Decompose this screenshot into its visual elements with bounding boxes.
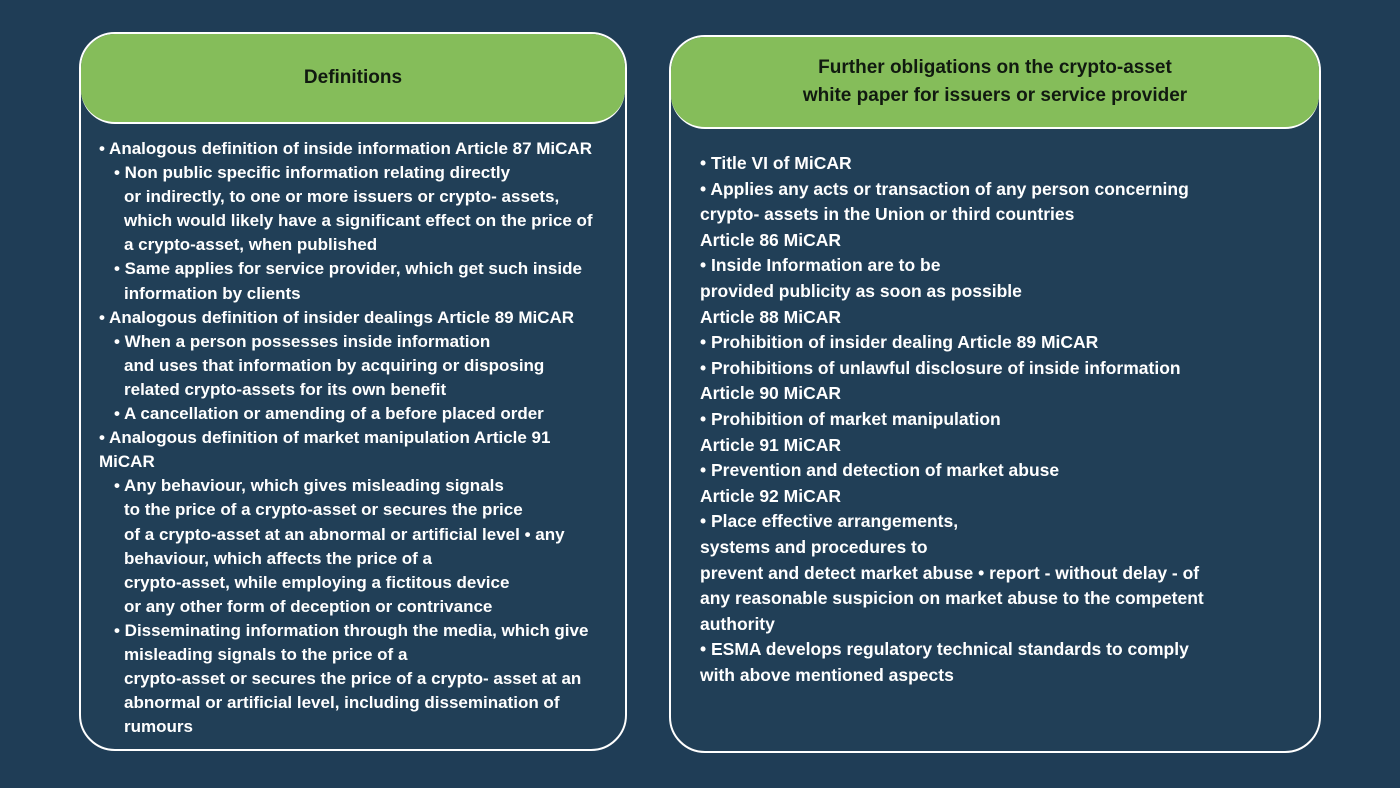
list-item-continuation: any reasonable suspicion on market abuse to the competent bbox=[700, 588, 1204, 609]
list-item: • Analogous definition of inside information Article 87 MiCAR bbox=[99, 139, 592, 158]
list-item-continuation: information by clients bbox=[124, 283, 301, 303]
obligations-card bbox=[669, 35, 1321, 753]
list-item-continuation: or indirectly, to one or more issuers or crypto- assets, bbox=[124, 187, 560, 207]
list-item-continuation: authority bbox=[700, 613, 775, 634]
list-item: • Prevention and detection of market abuse bbox=[700, 460, 1060, 481]
article-reference: Article 86 MiCAR bbox=[700, 229, 842, 250]
list-item-continuation: a crypto-asset, when published bbox=[124, 235, 378, 255]
obligations-body bbox=[700, 151, 1300, 688]
list-item: • Disseminating information through the media, which give bbox=[114, 620, 589, 640]
article-reference: Article 91 MiCAR bbox=[700, 434, 842, 455]
list-item-continuation: provided publicity as soon as possible bbox=[700, 280, 1022, 301]
list-item-continuation: misleading signals to the price of a bbox=[124, 644, 408, 664]
list-item: • Non public specific information relating directly bbox=[114, 163, 511, 183]
list-item: • Applies any acts or transaction of any person concerning bbox=[700, 178, 1189, 199]
obligations-title-line1: Further obligations on the crypto-asset bbox=[818, 57, 1172, 78]
definitions-body bbox=[99, 137, 619, 739]
list-item-continuation: and uses that information by acquiring or disposing bbox=[124, 355, 545, 375]
list-item-continuation: of a crypto-asset at an abnormal or artificial level • any bbox=[124, 524, 565, 544]
definitions-card bbox=[79, 32, 627, 751]
article-reference: Article 88 MiCAR bbox=[700, 306, 842, 327]
list-item: • Title VI of MiCAR bbox=[700, 153, 852, 173]
list-item-continuation: abnormal or artificial level, including dissemination of bbox=[124, 693, 560, 713]
list-item-continuation: prevent and detect market abuse • report - without delay - of bbox=[700, 562, 1200, 583]
list-item: • A cancellation or amending of a before placed order bbox=[114, 404, 544, 424]
list-item: • Any behaviour, which gives misleading signals bbox=[114, 476, 504, 496]
article-reference: Article 92 MiCAR bbox=[700, 485, 842, 506]
list-item-continuation: crypto-asset or secures the price of a crypto- asset at an bbox=[124, 669, 582, 689]
list-item-continuation: to the price of a crypto-asset or secures the price bbox=[124, 500, 523, 520]
definitions-title: Definitions bbox=[303, 67, 403, 88]
list-item: • Prohibition of market manipulation bbox=[700, 408, 1001, 429]
list-item: • Analogous definition of market manipulation Article 91 bbox=[99, 428, 551, 448]
article-reference: Article 90 MiCAR bbox=[700, 383, 842, 404]
obligations-title-line2: white paper for issuers or service provider bbox=[802, 85, 1188, 106]
list-item: • Inside Information are to be bbox=[700, 255, 941, 276]
list-item: • Analogous definition of insider dealings Article 89 MiCAR bbox=[99, 307, 575, 327]
list-item: • Same applies for service provider, which get such inside bbox=[114, 259, 582, 279]
list-item: • Prohibitions of unlawful disclosure of inside information bbox=[700, 357, 1181, 378]
list-item-continuation: or any other form of deception or contrivance bbox=[124, 596, 493, 616]
list-item: • When a person possesses inside information bbox=[114, 331, 491, 351]
obligations-header bbox=[671, 37, 1319, 129]
list-item-continuation: which would likely have a significant effect on the price of bbox=[124, 211, 593, 231]
list-item: • Place effective arrangements, bbox=[700, 511, 959, 532]
definitions-header bbox=[81, 34, 625, 124]
list-item: • ESMA develops regulatory technical standards to comply bbox=[700, 639, 1189, 660]
list-item-continuation: crypto-asset, while employing a fictitous device bbox=[124, 572, 510, 592]
list-item-continuation: systems and procedures to bbox=[700, 536, 928, 557]
list-item-continuation: MiCAR bbox=[99, 452, 155, 472]
list-item-continuation: related crypto-assets for its own benefit bbox=[124, 379, 447, 399]
obligations-title bbox=[803, 54, 1187, 110]
list-item-continuation: behaviour, which affects the price of a bbox=[124, 548, 432, 568]
list-item-continuation: crypto- assets in the Union or third countries bbox=[700, 204, 1075, 225]
list-item-continuation: rumours bbox=[124, 717, 193, 737]
list-item-continuation: with above mentioned aspects bbox=[700, 664, 954, 685]
list-item: • Prohibition of insider dealing Article 89 MiCAR bbox=[700, 332, 1099, 353]
